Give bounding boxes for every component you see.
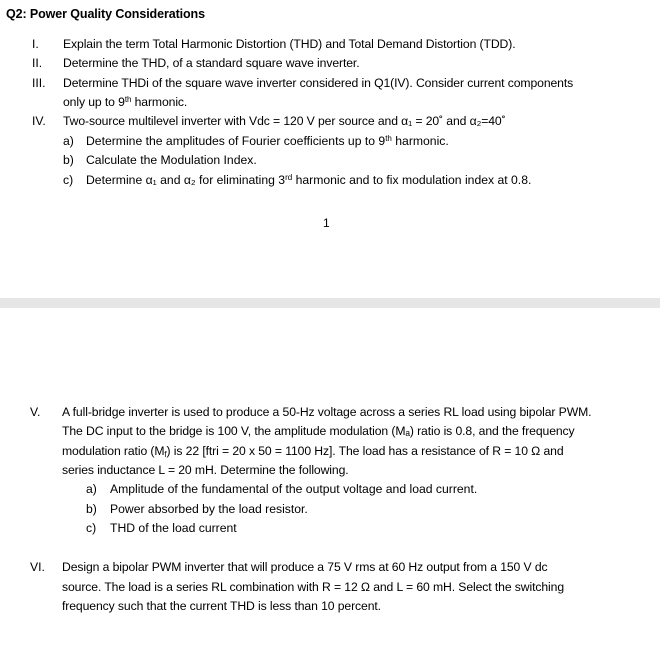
question-text: Determine the THD, of a standard square wave inverter. [63,56,360,70]
sub-question-letter: a) [63,134,74,148]
sub-question-letter: b) [63,153,74,167]
question-number: II. [32,56,43,70]
question-text: Design a bipolar PWM inverter that will produce a 75 V rms at 60 Hz output from a 150 V dc [62,560,548,574]
sub-question-text: Amplitude of the fundamental of the output voltage and load current. [110,482,478,496]
sub-question [63,171,73,190]
sub-question-text: Power absorbed by the load resistor. [110,502,308,516]
question-text: A full-bridge inverter is used to produce a 50-Hz voltage across a series RL load using bipolar PWM. [62,405,592,419]
question-number: I. [32,37,39,51]
question-text: source. The load is a series RL combination with R = 12 Ω and L = 60 mH. Select the switching [62,580,565,594]
sub-question-letter: a) [86,482,97,496]
sub-question-text: Determine the amplitudes of Fourier coefficients up to 9th harmonic. [86,134,449,148]
section-title: Q2: Power Quality Considerations [6,7,205,21]
document-page-2 [0,308,660,653]
page-number: 1 [323,216,330,230]
question-number: V. [30,405,41,419]
question-text: frequency such that the current THD is less than 10 percent. [62,599,381,613]
question-text: Determine THDi of the square wave inverter considered in Q1(IV). Consider current components [63,76,574,90]
sub-question-letter: c) [86,521,97,535]
question-text: The DC input to the bridge is 100 V, the amplitude modulation (Mₐ) ratio is 0.8, and the frequency [62,424,575,438]
question-text: Two-source multilevel inverter with Vdc = 120 V per source and α₁ = 20˚ and α₂=40˚ [63,114,506,128]
question-text: only up to 9th harmonic. [63,95,188,109]
sub-question [63,151,74,170]
sub-question-letter: b) [86,502,97,516]
question-text: modulation ratio $(M_f)$ is 22 [ftri = 20 x 50 = 1100 Hz]. The load has a resistance of R = 10 Ω and [62,444,564,459]
sub-question-text: Determine α₁ and α₂ for eliminating 3rd harmonic and to fix modulation index at 0.8. [86,173,532,187]
page-separator [0,298,660,308]
sub-question-text: Calculate the Modulation Index. [86,153,257,167]
question-text: Explain the term Total Harmonic Distortion (THD) and Total Demand Distortion (TDD). [63,37,516,51]
question-number: III. [32,76,46,90]
question-text: series inductance L = 20 mH. Determine the following. [62,463,349,477]
question-number: IV. [32,114,46,128]
sub-question-text: THD of the load current [110,521,237,535]
document-page-1 [0,0,660,298]
sub-question-letter: c) [63,173,74,187]
question-number: VI. [30,560,45,574]
sub-question [63,132,74,151]
